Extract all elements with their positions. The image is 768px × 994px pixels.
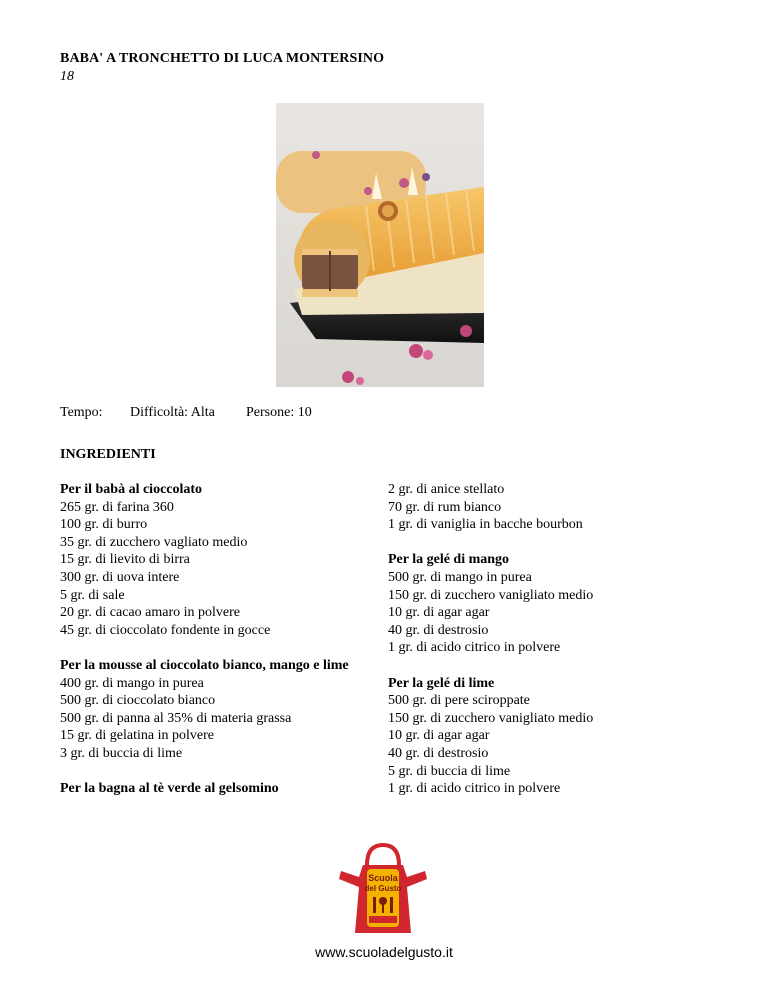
ingredient-line: 500 gr. di mango in purea xyxy=(388,569,532,585)
servings-label: Persone: 10 xyxy=(246,405,312,420)
baba-heading: Per il babà al cioccolato xyxy=(60,482,203,497)
ingredient-line: 1 gr. di acido citrico in polvere xyxy=(388,781,561,797)
ingredient-line: 35 gr. di zucchero vagliato medio xyxy=(60,534,248,550)
ingredients-left-column xyxy=(60,481,360,815)
ingredient-line: 10 gr. di agar agar xyxy=(388,728,490,744)
ingredient-line: 150 gr. di zucchero vanigliato medio xyxy=(388,710,594,726)
lime-block xyxy=(388,675,688,798)
ingredient-line: 40 gr. di destrosio xyxy=(388,622,489,638)
ingredients-heading: INGREDIENTI xyxy=(60,447,156,462)
difficulty-label: Difficoltà: Alta xyxy=(130,405,215,420)
ingredient-line: 1 gr. di vaniglia in bacche bourbon xyxy=(388,517,583,533)
logo-line1: Scuola xyxy=(368,873,398,883)
cake-photo xyxy=(276,103,484,387)
logo-line2: del Gusto xyxy=(364,884,402,893)
bagna-block xyxy=(60,780,360,798)
ingredient-line: 40 gr. di destrosio xyxy=(388,745,489,761)
ingredient-line: 15 gr. di gelatina in polvere xyxy=(60,728,214,744)
ingredient-line: 265 gr. di farina 360 xyxy=(60,499,174,515)
ingredients-right-column xyxy=(388,481,688,815)
ingredient-line: 10 gr. di agar agar xyxy=(388,605,490,621)
ingredient-line: 5 gr. di buccia di lime xyxy=(388,763,511,779)
ingredient-line: 45 gr. di cioccolato fondente in gocce xyxy=(60,622,271,638)
mousse-heading: Per la mousse al cioccolato bianco, mango e lime xyxy=(60,657,349,673)
lime-heading: Per la gelé di lime xyxy=(388,675,495,691)
ingredient-line: 70 gr. di rum bianco xyxy=(388,499,502,515)
ingredient-line: 500 gr. di panna al 35% di materia grassa xyxy=(60,710,292,726)
bagna-heading: Per la bagna al tè verde al gelsomino xyxy=(60,781,279,797)
time-label: Tempo: xyxy=(60,405,103,420)
footer-url: www.scuoladelgusto.it xyxy=(315,944,453,960)
ingredient-line: 300 gr. di uova intere xyxy=(60,569,180,585)
baba-block xyxy=(60,481,360,639)
ingredient-line: 20 gr. di cacao amaro in polvere xyxy=(60,605,240,621)
ingredient-line: 1 gr. di acido citrico in polvere xyxy=(388,640,561,656)
ingredient-line: 3 gr. di buccia di lime xyxy=(60,745,183,761)
recipe-title: BABA' A TRONCHETTO DI LUCA MONTERSINO xyxy=(60,51,385,66)
ingredient-line: 500 gr. di cioccolato bianco xyxy=(60,693,216,709)
ingredient-line: 15 gr. di lievito di birra xyxy=(60,552,190,568)
ingredient-line: 5 gr. di sale xyxy=(60,587,125,603)
ingredient-line: 2 gr. di anice stellato xyxy=(388,482,505,497)
mango-heading: Per la gelé di mango xyxy=(388,552,510,568)
mango-block xyxy=(388,551,688,657)
recipe-number: 18 xyxy=(60,69,74,84)
scuola-del-gusto-logo xyxy=(337,843,429,935)
ingredient-line: 150 gr. di zucchero vanigliato medio xyxy=(388,587,594,603)
mousse-block xyxy=(60,657,360,763)
ingredient-line: 100 gr. di burro xyxy=(60,517,148,533)
bagna-items-block xyxy=(388,481,688,534)
ingredient-line: 500 gr. di pere sciroppate xyxy=(388,693,530,709)
ingredient-line: 400 gr. di mango in purea xyxy=(60,675,204,691)
